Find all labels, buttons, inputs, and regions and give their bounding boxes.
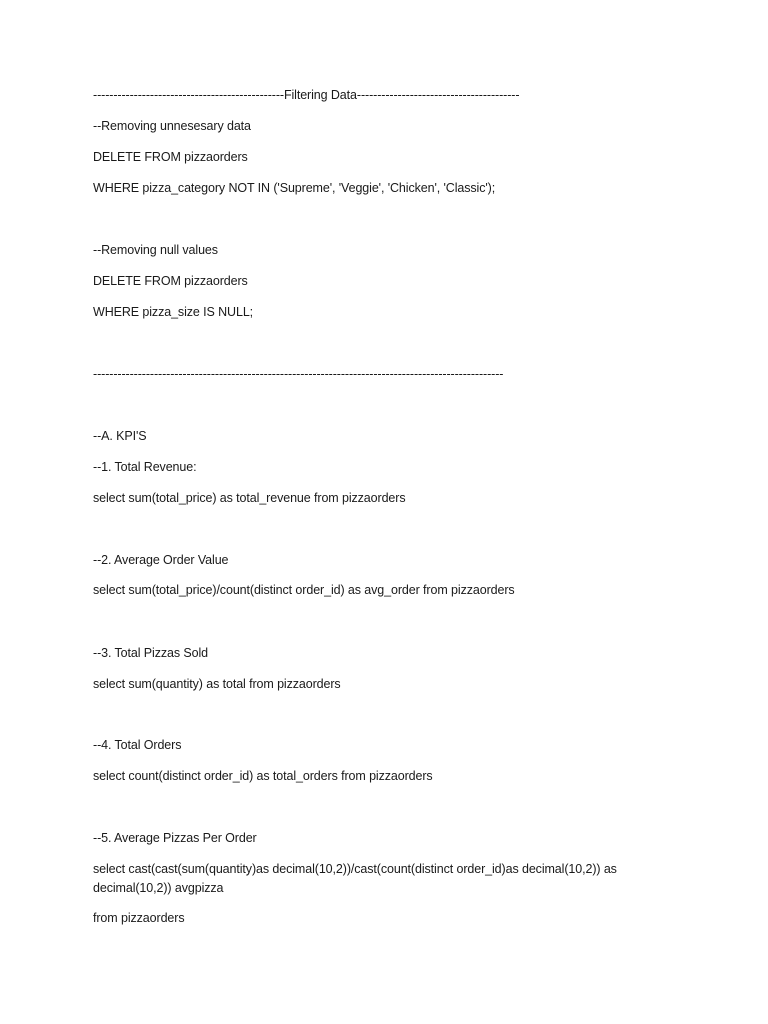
comment-line: --Removing null values: [93, 243, 218, 257]
code-line-wrapped: select cast(cast(sum(quantity)as decimal(10,2))/cast(count(distinct order_id)as decimal(10,2)) as decimal(10,2)) avgpizza: [93, 862, 617, 895]
code-line: DELETE FROM pizzaorders: [93, 274, 248, 288]
code-line: select count(distinct order_id) as total_orders from pizzaorders: [93, 769, 433, 783]
code-line: WHERE pizza_category NOT IN ('Supreme', 'Veggie', 'Chicken', 'Classic');: [93, 181, 496, 195]
comment-line: --3. Total Pizzas Sold: [93, 646, 208, 660]
section-divider-filtering: -----------------------------------------------Filtering Data----------------------------------------: [93, 88, 520, 102]
comment-line: --2. Average Order Value: [93, 553, 229, 567]
code-line: select sum(quantity) as total from pizzaorders: [93, 677, 341, 691]
section-heading: --A. KPI'S: [93, 429, 147, 443]
comment-line: --4. Total Orders: [93, 738, 182, 752]
code-line: WHERE pizza_size IS NULL;: [93, 305, 254, 319]
section-divider: -----------------------------------------------------------------------------------------------------: [93, 367, 504, 381]
code-line: select sum(total_price) as total_revenue from pizzaorders: [93, 491, 406, 505]
code-line: DELETE FROM pizzaorders: [93, 150, 248, 164]
code-line: from pizzaorders: [93, 911, 185, 925]
comment-line: --1. Total Revenue:: [93, 460, 197, 474]
comment-line: --Removing unnesesary data: [93, 119, 251, 133]
code-line: select sum(total_price)/count(distinct order_id) as avg_order from pizzaorders: [93, 583, 515, 597]
comment-line: --5. Average Pizzas Per Order: [93, 831, 257, 845]
